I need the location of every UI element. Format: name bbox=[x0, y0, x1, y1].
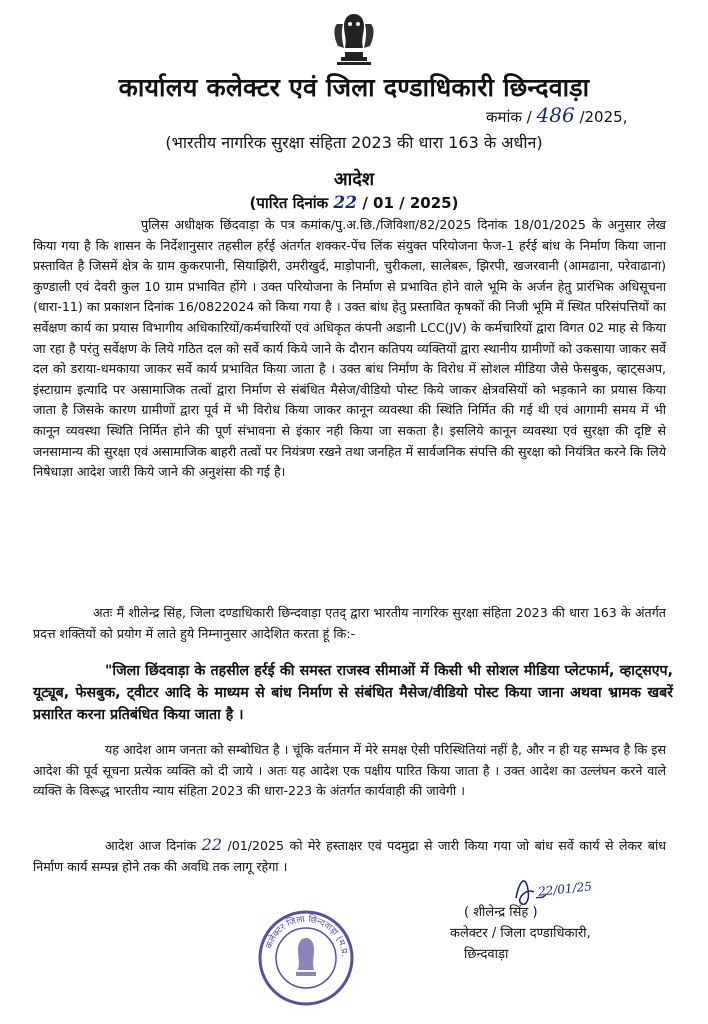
reference-number: कमांक / 486 /2025, bbox=[486, 103, 628, 127]
subtitle: (भारतीय नागरिक सुरक्षा संहिता 2023 की धारा 163 के अधीन) bbox=[165, 133, 543, 152]
office-title: कार्यालय कलेक्टर एवं जिला दण्डाधिकारी छिन्दवाड़ा bbox=[118, 73, 590, 102]
paragraph-issue-prefix: आदेश आज दिनांक bbox=[105, 838, 197, 853]
paragraph-authority bbox=[33, 603, 666, 644]
paragraph-background bbox=[33, 215, 666, 483]
order-date-prefix: (पारित दिनांक bbox=[249, 194, 329, 212]
order-date bbox=[0, 193, 708, 213]
signatory-name: ( शीलेन्द्र सिंह ) bbox=[464, 905, 538, 920]
order-date-day: 22 bbox=[333, 193, 358, 213]
order-date-suffix: / 01 / 2025) bbox=[362, 194, 459, 212]
paragraph-background-text: पुलिस अधीक्षक छिंदवाड़ा के पत्र कमांक/पु.अ.छि./जिविशा/82/2025 दिनांक 18/01/2025 के अनुसार लेख किया गया है कि शासन के निर्देशानुसार तहसील हर्रई अंतर्गत शक्कर-पेंच लिंक संयुक्त परियोजना फेज-1 हर्रई बांध के निर्माण किया जाना प्रस्तावित है जिसमें क्षेत्र के ग्राम कुकरपानी, सियाझिरी, उमरीखुर्द, माड़ोपानी, चुरीकला, सालेबरू, झिरपी, खजरवानी (आमढाना, परेवाढाना) कुण्डाली एवं देवरी कुल 10 ग्राम प्रभावित होंगे । उक्त परियोजना के निर्माण से प्रभावित होने वाले भूमि के अर्जन हेतु प्रारंभिक अधिसूचना (धारा-11) का प्रकाशन दिनांक 16/0822024 को किया गया है । उक्त बांध हेतु प्रस्तावित कृषकों की निजी भूमि में स्थित परिसंपत्तियों का सर्वेक्षण कार्य का प्रयास विभागीय अधिकारियों/कर्मचारियों एवं अधिकृत कंपनी अडानी LCC(JV) के कर्मचारियों द्वारा विगत 02 माह से किया जा रहा है परंतु सर्वेक्षण के लिये गठित दल को सर्वे कार्य किये जाने के दौरान कतिपय व्यक्तियों द्वारा स्थानीय ग्रामीणों को उकसाया जाकर सर्वे दल को डराया-धमकाया जाकर सर्वे कार्य प्रभावित किया जाता है । उक्त बांध निर्माण के विरोध में सोशल मीडिया जैसे फेसबुक, व्हाट्सअप, इंस्टाग्राम इत्यादि पर असामाजिक तत्वों द्वारा निर्माण से संबंधित मैसेज/वीडियो पोस्ट किये जाकर क्षेत्रवसियों को भड़काने का प्रयास किया जाता है जिसके कारण ग्रामीणों द्वारा पूर्व में भी विरोध किया जाकर कानून व्यवस्था की स्थिति निर्मित की गई थी एवं आगामी समय में भी कानून व्यवस्था स्थिति निर्मित होने की पूर्ण संभावना से इंकार नही किया जा सकता है। इसलिये कानून व्यवस्था एवं सुरक्षा की दृष्टि से जनसामान्य की सुरक्षा एवं असामाजिक बाहरी तत्वों पर नियंत्रण रखने तथा जनहित में सार्वजनिक संपत्ति की सुरक्षा को नियंत्रित करने कि लिये निषेधाज्ञा आदेश जारी किये जाने की अनुशंसा की गई है। bbox=[33, 217, 666, 480]
signatory-block bbox=[450, 902, 591, 965]
paragraph-applicability bbox=[33, 740, 666, 802]
ref-year: 2025, bbox=[584, 108, 628, 126]
signatory-place: छिन्दवाड़ा bbox=[464, 947, 509, 962]
state-emblem-icon bbox=[323, 8, 385, 68]
paragraph-prohibition-text: "जिला छिंदवाड़ा के तहसील हर्रई की समस्त राजस्व सीमाओं में किसी भी सोशल मीडिया प्लेटफार्म, व्हाट्सएप, यूट्यूब, फेसबुक, ट्वीटर आदि के माध्यम से बांध निर्माण से संबंधित मैसेज/वीडियो पोस्ट किया जाना अथवा भ्रामक खबरें प्रसारित करना प्रतिबंधित किया जाता है । bbox=[33, 663, 673, 723]
seal-text: कलेक्टर जिला छिन्दवाड़ा (म.प्र. bbox=[264, 914, 349, 958]
official-seal-icon bbox=[256, 908, 356, 1008]
signatory-designation: कलेक्टर / जिला दण्डाधिकारी, bbox=[450, 926, 591, 941]
ref-number: 486 bbox=[536, 103, 575, 127]
paragraph-issue-suffix: /01/2025 को मेरे हस्ताक्षर एवं पदमुद्रा से जारी किया गया जो बांध सर्वे कार्य से लेकर बांध निर्माण कार्य सम्पन्न होने तक की अवधि तक लागू रहेगा । bbox=[33, 838, 667, 874]
paragraph-issue-day: 22 bbox=[201, 835, 222, 854]
order-title: आदेश bbox=[333, 169, 375, 190]
paragraph-authority-text: अतः मैं शीलेन्द्र सिंह, जिला दण्डाधिकारी छिन्दवाड़ा एतद् द्वारा भारतीय नागरिक सुरक्षा संहिता 2023 की धारा 163 के अंतर्गत प्रदत्त शक्तियों को प्रयोग में लाते हुये निम्नानुसार आदेशित करता हूं कि:- bbox=[33, 605, 666, 641]
paragraph-prohibition bbox=[33, 660, 673, 726]
paragraph-applicability-text: यह आदेश आम जनता को सम्बोधित है । चूंकि वर्तमान में मेरे समक्ष ऐसी परिस्थितियां नहीं है, और न ही यह सम्भव है कि इस आदेश की पूर्व सूचना प्रत्येक व्यक्ति को दी जाये । अतः यह आदेश एक पक्षीय पारित किया जाता है । उक्त आदेश का उल्लंघन करने वाले व्यक्ति के विरूद्ध भारतीय न्याय संहिता 2023 की धारा-223 के अंतर्गत कार्यवाही की जावेगी । bbox=[33, 742, 666, 799]
ref-label: कमांक bbox=[486, 108, 522, 126]
signature-date: 22/01/25 bbox=[537, 879, 593, 899]
